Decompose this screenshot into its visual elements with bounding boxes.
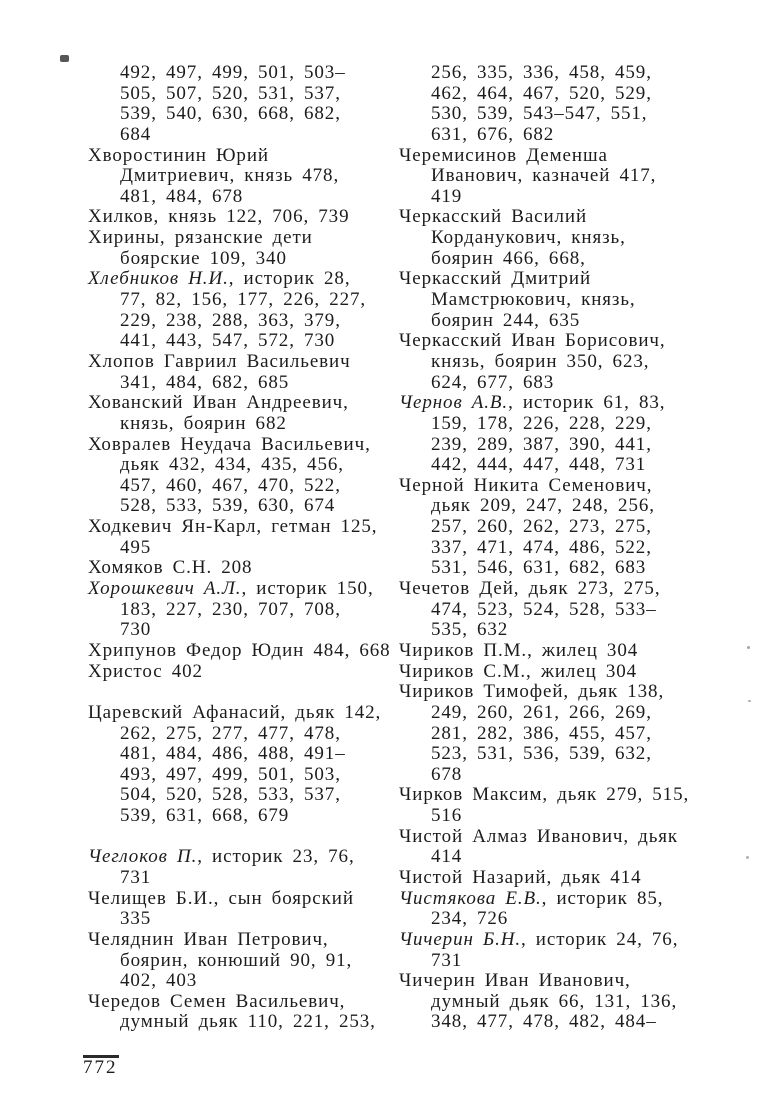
index-line-text: 516 — [431, 805, 463, 827]
index-entry-line — [88, 662, 400, 683]
index-entry-line — [399, 393, 729, 414]
scan-speck — [747, 646, 750, 649]
index-line-continuation — [88, 951, 400, 972]
index-line-continuation — [399, 909, 729, 930]
index-line-text: 341, 484, 682, 685 — [120, 371, 290, 393]
scan-speck — [748, 700, 751, 702]
index-line-text: 481, 484, 678 — [120, 185, 244, 207]
index-line-text: 335 — [120, 908, 152, 930]
index-entry-line — [399, 889, 729, 910]
index-line-text: Чистой Назарий, дьяк 414 — [399, 866, 642, 888]
index-line-text: Чичерин Иван Иванович, — [399, 970, 631, 992]
index-line-continuation — [399, 847, 729, 868]
index-line-text: думный дьяк 110, 221, 253, — [120, 1011, 376, 1033]
index-line-continuation — [399, 187, 729, 208]
index-line-text: 495 — [120, 536, 152, 558]
index-line-text: Хилков, князь 122, 706, 739 — [88, 206, 350, 228]
index-line-text: князь, боярин 350, 623, — [431, 350, 650, 372]
index-line-continuation — [88, 1012, 400, 1033]
index-line-continuation — [399, 414, 729, 435]
index-line-text: 535, 632 — [431, 619, 509, 641]
index-line-continuation — [88, 744, 400, 765]
index-line-text: Хлопов Гавриил Васильевич — [88, 350, 351, 372]
index-line-text: боярин 466, 668, — [431, 247, 586, 269]
index-line-text: 77, 82, 156, 177, 226, 227, — [120, 289, 367, 311]
index-line-continuation — [399, 558, 729, 579]
index-line-continuation — [88, 476, 400, 497]
index-line-text: 159, 178, 226, 228, 229, — [431, 412, 652, 434]
index-entry-line — [88, 269, 400, 290]
index-line-continuation — [88, 331, 400, 352]
index-line-continuation — [88, 765, 400, 786]
index-entry-line — [399, 868, 729, 889]
index-line-text: 262, 275, 277, 477, 478, — [120, 722, 341, 744]
index-entry-line — [399, 827, 729, 848]
index-line-continuation — [399, 992, 729, 1013]
index-line-text: 414 — [431, 846, 463, 868]
index-line-text: Хрипунов Федор Юдин 484, 668 — [88, 639, 391, 661]
index-line-text: Черкасский Василий — [399, 206, 588, 228]
index-line-text: Черной Никита Семенович, — [399, 474, 653, 496]
index-line-continuation — [399, 311, 729, 332]
index-line-continuation — [88, 538, 400, 559]
index-line-continuation — [88, 373, 400, 394]
index-line-text: 441, 443, 547, 572, 730 — [120, 330, 336, 352]
index-line-text: 457, 460, 467, 470, 522, — [120, 474, 341, 496]
index-entry-line — [88, 641, 400, 662]
index-line-text: Царевский Афанасий, дьяк 142, — [88, 701, 382, 723]
index-entry-line — [88, 992, 400, 1013]
index-line-text: , историк 61, 83, — [508, 392, 666, 414]
index-line-continuation — [88, 785, 400, 806]
index-line-text: 419 — [431, 185, 463, 207]
index-line-text: Черкасский Дмитрий — [399, 268, 592, 290]
index-column-right — [399, 63, 729, 1033]
index-line-continuation — [399, 125, 729, 146]
index-entry-line — [399, 785, 729, 806]
index-line-continuation — [88, 971, 400, 992]
index-entry-line — [399, 207, 729, 228]
index-line-text: , историк 85, — [541, 887, 664, 909]
index-line-continuation — [88, 909, 400, 930]
index-line-text: князь, боярин 682 — [120, 412, 287, 434]
index-line-text: 337, 471, 474, 486, 522, — [431, 536, 652, 558]
index-line-text: Чечетов Дей, дьяк 273, 275, — [399, 578, 661, 600]
index-line-text: 504, 520, 528, 533, 537, — [120, 784, 341, 806]
index-line-continuation — [88, 63, 400, 84]
index-term-italic: Чичерин Б.Н. — [399, 928, 521, 950]
index-line-text: Мамстрюкович, князь, — [431, 289, 636, 311]
index-line-continuation — [88, 806, 400, 827]
index-line-text: Дмитриевич, князь 478, — [120, 165, 340, 187]
scan-speck — [60, 55, 69, 62]
index-line-text: Чистой Алмаз Иванович, дьяк — [399, 825, 679, 847]
index-line-text: 528, 533, 539, 630, 674 — [120, 495, 336, 517]
index-line-text: Хирины, рязанские дети — [88, 227, 313, 249]
index-line-continuation — [399, 373, 729, 394]
index-line-text: 684 — [120, 123, 152, 145]
index-line-text: 239, 289, 387, 390, 441, — [431, 433, 652, 455]
index-line-continuation — [399, 104, 729, 125]
index-line-text: 539, 631, 668, 679 — [120, 805, 290, 827]
index-line-text: 678 — [431, 763, 463, 785]
index-line-text: боярин, конюший 90, 91, — [120, 949, 353, 971]
section-gap — [88, 682, 400, 703]
index-line-text: Чирков Максим, дьяк 279, 515, — [399, 784, 690, 806]
index-line-continuation — [88, 455, 400, 476]
index-line-continuation — [88, 187, 400, 208]
index-line-continuation — [88, 414, 400, 435]
index-line-continuation — [88, 724, 400, 745]
index-line-text: Черемисинов Деменша — [399, 144, 608, 166]
index-line-continuation — [399, 435, 729, 456]
index-entry-line — [399, 971, 729, 992]
index-entry-line — [399, 641, 729, 662]
index-line-continuation — [399, 290, 729, 311]
index-line-text: 731 — [431, 949, 463, 971]
index-entry-line — [88, 352, 400, 373]
index-line-text: 256, 335, 336, 458, 459, — [431, 62, 652, 83]
index-line-text: Чириков С.М., жилец 304 — [399, 660, 638, 682]
index-line-continuation — [88, 868, 400, 889]
index-column-left — [88, 63, 400, 1033]
index-line-continuation — [399, 744, 729, 765]
index-line-text: Чередов Семен Васильевич, — [88, 990, 346, 1012]
index-line-text: 493, 497, 499, 501, 503, — [120, 763, 341, 785]
index-line-continuation — [88, 166, 400, 187]
index-line-text: 249, 260, 261, 266, 269, — [431, 701, 652, 723]
index-line-text: 474, 523, 524, 528, 533– — [431, 598, 657, 620]
index-line-text: боярские 109, 340 — [120, 247, 287, 269]
index-line-continuation — [399, 703, 729, 724]
index-line-text: 229, 238, 288, 363, 379, — [120, 309, 341, 331]
index-line-text: Чириков П.М., жилец 304 — [399, 639, 639, 661]
index-line-continuation — [399, 455, 729, 476]
index-line-text: , историк 28, — [228, 268, 351, 290]
index-line-text: 257, 260, 262, 273, 275, — [431, 516, 652, 538]
index-line-text: Челяднин Иван Петрович, — [88, 928, 329, 950]
index-line-text: 731 — [120, 866, 152, 888]
index-line-continuation — [399, 538, 729, 559]
index-line-text: Хомяков С.Н. 208 — [88, 557, 253, 579]
index-line-text: , историк 150, — [241, 578, 374, 600]
index-line-continuation — [88, 84, 400, 105]
index-line-text: Хованский Иван Андреевич, — [88, 392, 349, 414]
index-line-text: 624, 677, 683 — [431, 371, 555, 393]
index-entry-line — [399, 662, 729, 683]
page-number: 772 — [83, 1057, 118, 1078]
index-term-italic: Хорошкевич А.Л. — [88, 578, 242, 600]
index-line-continuation — [399, 84, 729, 105]
index-term-italic: Чистякова Е.В. — [399, 887, 542, 909]
index-entry-line — [399, 930, 729, 951]
index-line-text: 442, 444, 447, 448, 731 — [431, 454, 647, 476]
index-entry-line — [399, 682, 729, 703]
index-line-continuation — [399, 228, 729, 249]
index-line-text: Иванович, казначей 417, — [431, 165, 657, 187]
index-line-text: Ховралев Неудача Васильевич, — [88, 433, 371, 455]
index-line-continuation — [88, 249, 400, 270]
index-entry-line — [88, 207, 400, 228]
index-line-text: 531, 546, 631, 682, 683 — [431, 557, 647, 579]
index-line-text: 523, 531, 536, 539, 632, — [431, 743, 652, 765]
index-term-italic: Чернов А.В. — [399, 392, 509, 414]
index-line-text: Ходкевич Ян-Карл, гетман 125, — [88, 516, 378, 538]
index-line-text: 492, 497, 499, 501, 503– — [120, 62, 346, 83]
index-entry-line — [88, 435, 400, 456]
index-line-continuation — [88, 125, 400, 146]
index-line-continuation — [88, 290, 400, 311]
index-line-text: , историк 23, 76, — [197, 846, 355, 868]
index-line-continuation — [399, 724, 729, 745]
index-line-text: думный дьяк 66, 131, 136, — [431, 990, 678, 1012]
index-term-italic: Хлебников Н.И. — [88, 268, 229, 290]
index-entry-line — [88, 517, 400, 538]
index-line-continuation — [88, 620, 400, 641]
index-line-text: 539, 540, 630, 668, 682, — [120, 103, 341, 125]
index-term-italic: Чеглоков П. — [88, 846, 198, 868]
index-entry-line — [88, 579, 400, 600]
index-entry-line — [399, 476, 729, 497]
index-line-continuation — [88, 496, 400, 517]
index-line-continuation — [399, 166, 729, 187]
index-entry-line — [88, 228, 400, 249]
index-entry-line — [399, 579, 729, 600]
index-line-continuation — [399, 496, 729, 517]
index-line-text: Корданукович, князь, — [431, 227, 626, 249]
index-line-text: Хворостинин Юрий — [88, 144, 269, 166]
index-entry-line — [88, 930, 400, 951]
index-entry-line — [88, 146, 400, 167]
index-line-text: 505, 507, 520, 531, 537, — [120, 82, 341, 104]
index-line-continuation — [399, 806, 729, 827]
index-line-text: Черкасский Иван Борисович, — [399, 330, 666, 352]
index-line-text: 281, 282, 386, 455, 457, — [431, 722, 652, 744]
index-line-continuation — [399, 1012, 729, 1033]
index-line-text: дьяк 209, 247, 248, 256, — [431, 495, 655, 517]
index-line-text: 234, 726 — [431, 908, 509, 930]
index-line-text: 481, 484, 486, 488, 491– — [120, 743, 346, 765]
index-line-continuation — [399, 249, 729, 270]
index-line-continuation — [88, 600, 400, 621]
index-line-text: 183, 227, 230, 707, 708, — [120, 598, 341, 620]
index-entry-line — [399, 146, 729, 167]
index-line-continuation — [399, 765, 729, 786]
index-entry-line — [88, 889, 400, 910]
index-line-text: 631, 676, 682 — [431, 123, 555, 145]
index-line-continuation — [399, 352, 729, 373]
index-entry-line — [399, 269, 729, 290]
index-line-text: Христос 402 — [88, 660, 203, 682]
index-entry-line — [88, 393, 400, 414]
index-line-text: боярин 244, 635 — [431, 309, 581, 331]
index-line-continuation — [399, 63, 729, 84]
index-line-continuation — [88, 311, 400, 332]
index-line-text: 348, 477, 478, 482, 484– — [431, 1011, 657, 1033]
index-entry-line — [88, 558, 400, 579]
section-gap — [88, 827, 400, 848]
index-entry-line — [88, 847, 400, 868]
index-entry-line — [399, 331, 729, 352]
index-entry-line — [88, 703, 400, 724]
index-line-text: 402, 403 — [120, 970, 198, 992]
index-line-text: дьяк 432, 434, 435, 456, — [120, 454, 344, 476]
index-line-continuation — [399, 951, 729, 972]
index-line-text: , историк 24, 76, — [521, 928, 679, 950]
index-line-text: 530, 539, 543–547, 551, — [431, 103, 648, 125]
index-line-text: Челищев Б.И., сын боярский — [88, 887, 354, 909]
index-line-continuation — [88, 104, 400, 125]
index-line-text: 730 — [120, 619, 152, 641]
index-line-text: Чириков Тимофей, дьяк 138, — [399, 681, 665, 703]
index-line-continuation — [399, 600, 729, 621]
index-line-continuation — [399, 517, 729, 538]
index-line-continuation — [399, 620, 729, 641]
index-line-text: 462, 464, 467, 520, 529, — [431, 82, 652, 104]
scan-speck — [746, 856, 749, 859]
